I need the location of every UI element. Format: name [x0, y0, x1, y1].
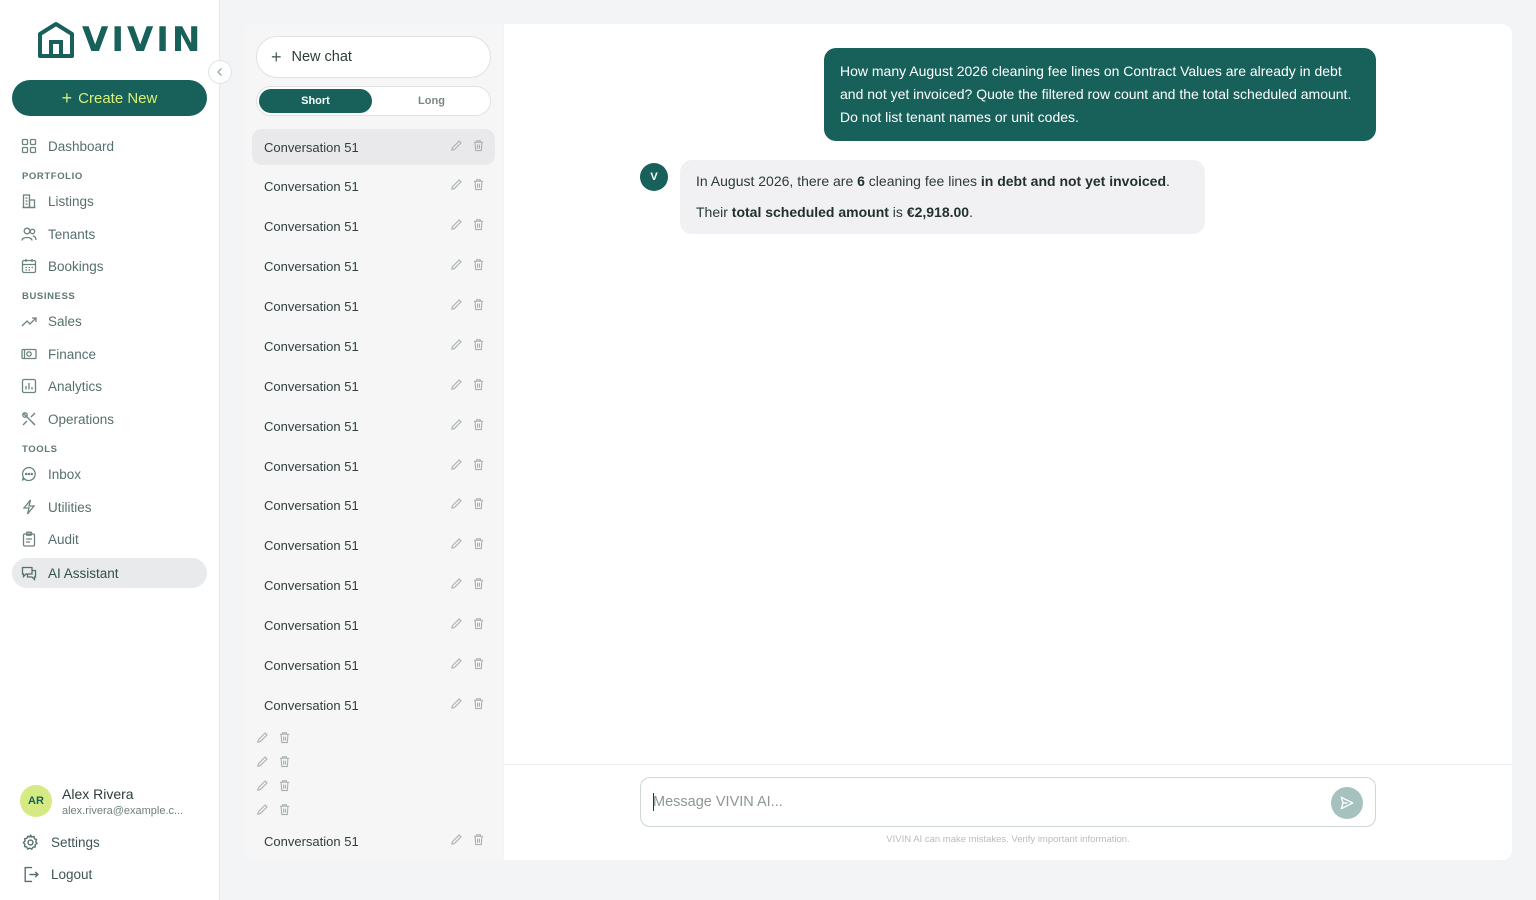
- edit-icon[interactable]: [256, 731, 269, 749]
- reply-text: is: [888, 204, 907, 220]
- conversation-title: Conversation 51: [264, 537, 359, 553]
- edit-icon[interactable]: [450, 378, 463, 394]
- avatar: AR: [20, 785, 52, 817]
- conversation-item[interactable]: [252, 248, 495, 284]
- banknote-icon: [21, 346, 37, 362]
- conversation-actions: [450, 418, 485, 434]
- sidebar-item-utilities[interactable]: [12, 492, 207, 522]
- conversation-actions: [450, 218, 485, 234]
- section-label-portfolio: PORTFOLIO: [22, 171, 83, 182]
- conversation-item[interactable]: [252, 168, 495, 204]
- composer-divider: [504, 764, 1512, 765]
- conversation-actions: [450, 139, 485, 155]
- conversation-title: Conversation 51: [264, 258, 359, 274]
- reply-text: cleaning fee lines: [864, 173, 981, 189]
- conversation-actions: [256, 731, 291, 749]
- logout-icon: [22, 866, 39, 883]
- conversation-actions: [256, 755, 291, 773]
- conversation-actions: [450, 378, 485, 394]
- toggle-short[interactable]: Short: [259, 89, 372, 113]
- conversation-item[interactable]: [252, 487, 495, 523]
- user-profile[interactable]: [20, 785, 183, 817]
- reply-text: .: [969, 204, 973, 220]
- sidebar-item-label: Audit: [48, 531, 79, 547]
- create-new-button[interactable]: [12, 80, 207, 116]
- bar-chart-icon: [21, 378, 37, 394]
- edit-icon[interactable]: [450, 697, 463, 713]
- chevron-left-icon: [215, 67, 225, 77]
- sidebar-item-operations[interactable]: [12, 404, 207, 434]
- section-label-business: BUSINESS: [22, 291, 76, 302]
- grid-icon: [21, 138, 37, 154]
- chat-bubbles-icon: [21, 565, 37, 581]
- trash-icon[interactable]: [278, 731, 291, 749]
- conversation-actions: [256, 803, 291, 821]
- sidebar-item-label: Bookings: [48, 258, 104, 274]
- logo-house-icon: [36, 20, 76, 60]
- conversation-title: Conversation 51: [264, 218, 359, 234]
- conversation-title: Conversation 51: [264, 139, 359, 155]
- sidebar-item-bookings[interactable]: [12, 251, 207, 281]
- sidebar-item-label: Operations: [48, 411, 115, 427]
- conversation-item[interactable]: [252, 448, 495, 484]
- lightning-icon: [21, 499, 37, 515]
- text-caret: [653, 793, 654, 811]
- trash-icon[interactable]: [472, 298, 485, 314]
- clipboard-icon: [21, 531, 37, 547]
- conversation-title: Conversation 51: [264, 833, 359, 849]
- message-circle-icon: [21, 466, 37, 482]
- assistant-avatar: V: [640, 163, 668, 191]
- sidebar-item-label: Sales: [48, 313, 82, 329]
- sidebar-item-listings[interactable]: [12, 186, 207, 216]
- assistant-line-2: [696, 202, 1189, 222]
- conversation-actions: [256, 779, 291, 797]
- conversation-item[interactable]: [252, 647, 495, 683]
- trash-icon[interactable]: [472, 378, 485, 394]
- conversation-actions: [450, 617, 485, 633]
- trend-up-icon: [21, 313, 37, 329]
- conversation-actions: [450, 657, 485, 673]
- chat-area: [504, 24, 1512, 860]
- edit-icon[interactable]: [450, 833, 463, 849]
- edit-icon[interactable]: [450, 218, 463, 234]
- sidebar-item-label: Utilities: [48, 499, 92, 515]
- conversation-title: Conversation 51: [264, 338, 359, 354]
- edit-icon[interactable]: [256, 755, 269, 773]
- edit-icon[interactable]: [450, 458, 463, 474]
- trash-icon[interactable]: [472, 577, 485, 593]
- sidebar-item-label: Finance: [48, 346, 97, 362]
- user-name: Alex Rivera: [62, 785, 134, 802]
- conversation-item[interactable]: [252, 288, 495, 324]
- sidebar-item-audit[interactable]: [12, 524, 207, 554]
- conversation-actions: [450, 577, 485, 593]
- reply-count: 6: [857, 173, 865, 189]
- message-composer: [640, 777, 1376, 827]
- logo[interactable]: [36, 20, 203, 60]
- user-message: How many August 2026 cleaning fee lines on Contract Values are already in debt and not yet invoiced? Quote the filtered row count and the total scheduled amount. Do not list tenant names or unit codes.: [824, 48, 1376, 141]
- conversation-item[interactable]: [252, 368, 495, 404]
- reply-text: In August 2026, there are: [696, 173, 858, 189]
- conversation-actions: [450, 497, 485, 513]
- edit-icon[interactable]: [450, 338, 463, 354]
- conversation-item[interactable]: [252, 607, 495, 643]
- trash-icon[interactable]: [472, 418, 485, 434]
- sidebar-item-label: Inbox: [48, 466, 82, 482]
- trash-icon[interactable]: [472, 537, 485, 553]
- conversation-title: Conversation 51: [264, 418, 359, 434]
- conversation-actions: [450, 537, 485, 553]
- settings-label: Settings: [51, 835, 100, 850]
- trash-icon[interactable]: [278, 755, 291, 773]
- message-input[interactable]: [653, 790, 1313, 814]
- calendar-icon: [21, 258, 37, 274]
- sidebar-item-label: AI Assistant: [48, 565, 119, 581]
- sidebar: [0, 0, 220, 900]
- trash-icon[interactable]: [472, 258, 485, 274]
- conversation-title: Conversation 51: [264, 497, 359, 513]
- conversation-actions: [450, 258, 485, 274]
- conversation-actions: [450, 298, 485, 314]
- edit-icon[interactable]: [450, 298, 463, 314]
- edit-icon[interactable]: [450, 178, 463, 194]
- sidebar-item-dashboard[interactable]: [12, 131, 207, 161]
- plus-icon: +: [271, 46, 282, 67]
- user-email: alex.rivera@example.c...: [62, 804, 184, 817]
- trash-icon[interactable]: [472, 139, 485, 155]
- conversation-title: Conversation 51: [264, 657, 359, 673]
- edit-icon[interactable]: [450, 537, 463, 553]
- conversation-item[interactable]: [252, 527, 495, 563]
- sidebar-item-ai-assistant[interactable]: [12, 558, 207, 588]
- conversation-title: Conversation 51: [264, 458, 359, 474]
- conversation-item[interactable]: [252, 328, 495, 364]
- toggle-long[interactable]: Long: [418, 95, 445, 107]
- edit-icon[interactable]: [450, 497, 463, 513]
- sidebar-item-label: Analytics: [48, 378, 103, 394]
- new-chat-button[interactable]: [256, 36, 491, 78]
- edit-icon[interactable]: [450, 617, 463, 633]
- edit-icon[interactable]: [256, 779, 269, 797]
- conversation-actions: [450, 833, 485, 849]
- length-toggle: [256, 86, 491, 116]
- conversation-item[interactable]: [252, 208, 495, 244]
- edit-icon[interactable]: [450, 418, 463, 434]
- trash-icon[interactable]: [472, 338, 485, 354]
- sidebar-item-finance[interactable]: [12, 339, 207, 369]
- conversation-item[interactable]: [252, 567, 495, 603]
- logout-label: Logout: [51, 867, 93, 882]
- section-label-tools: TOOLS: [22, 444, 58, 455]
- sidebar-item-label: Dashboard: [48, 138, 115, 154]
- assistant-message: [680, 160, 1205, 234]
- sidebar-item-tenants[interactable]: [12, 219, 207, 249]
- trash-icon[interactable]: [472, 833, 485, 849]
- building-icon: [21, 193, 37, 209]
- users-icon: [21, 226, 37, 242]
- trash-icon[interactable]: [472, 617, 485, 633]
- edit-icon[interactable]: [256, 803, 269, 821]
- plus-icon: +: [61, 88, 73, 108]
- tools-icon: [21, 411, 37, 427]
- send-icon: [1340, 796, 1354, 810]
- create-new-label: Create New: [78, 89, 158, 107]
- conversation-title: Conversation 51: [264, 178, 359, 194]
- conversation-actions: [450, 338, 485, 354]
- conversation-actions: [450, 178, 485, 194]
- assistant-line-1: [696, 171, 1189, 191]
- trash-icon[interactable]: [472, 497, 485, 513]
- trash-icon[interactable]: [278, 779, 291, 797]
- reply-status: in debt and not yet invoiced: [980, 173, 1167, 189]
- disclaimer: VIVIN AI can make mistakes. Verify important information.: [886, 834, 1130, 845]
- reply-label: total scheduled amount: [731, 204, 889, 220]
- sidebar-item-label: Listings: [48, 193, 94, 209]
- conversation-actions: [450, 697, 485, 713]
- conversation-title: Conversation 51: [264, 617, 359, 633]
- trash-icon[interactable]: [472, 697, 485, 713]
- trash-icon[interactable]: [472, 218, 485, 234]
- conversations-panel: [244, 24, 503, 860]
- reply-text: .: [1166, 173, 1170, 189]
- conversation-title: Conversation 51: [264, 298, 359, 314]
- reply-text: Their: [696, 204, 732, 220]
- trash-icon[interactable]: [278, 803, 291, 821]
- trash-icon[interactable]: [472, 657, 485, 673]
- collapse-sidebar-button[interactable]: [208, 60, 232, 84]
- conversation-title: Conversation 51: [264, 577, 359, 593]
- conversation-item[interactable]: [252, 687, 495, 723]
- conversation-title: Conversation 51: [264, 378, 359, 394]
- gear-icon: [22, 834, 39, 851]
- reply-amount: €2,918.00: [906, 204, 970, 220]
- conversation-item[interactable]: [252, 129, 495, 165]
- edit-icon[interactable]: [450, 577, 463, 593]
- send-button[interactable]: [1331, 787, 1363, 819]
- sidebar-item-inbox[interactable]: [12, 459, 207, 489]
- settings-link[interactable]: [22, 834, 100, 851]
- edit-icon[interactable]: [450, 139, 463, 155]
- trash-icon[interactable]: [472, 458, 485, 474]
- new-chat-label: New chat: [291, 49, 352, 65]
- sidebar-item-analytics[interactable]: [12, 371, 207, 401]
- logo-text: VIVIN: [82, 20, 204, 60]
- conversation-item[interactable]: [252, 408, 495, 444]
- edit-icon[interactable]: [450, 657, 463, 673]
- conversation-item[interactable]: [252, 823, 495, 859]
- sidebar-item-sales[interactable]: [12, 306, 207, 336]
- edit-icon[interactable]: [450, 258, 463, 274]
- conversation-title: Conversation 51: [264, 697, 359, 713]
- logout-link[interactable]: [22, 866, 92, 883]
- trash-icon[interactable]: [472, 178, 485, 194]
- conversation-actions: [450, 458, 485, 474]
- sidebar-item-label: Tenants: [48, 226, 96, 242]
